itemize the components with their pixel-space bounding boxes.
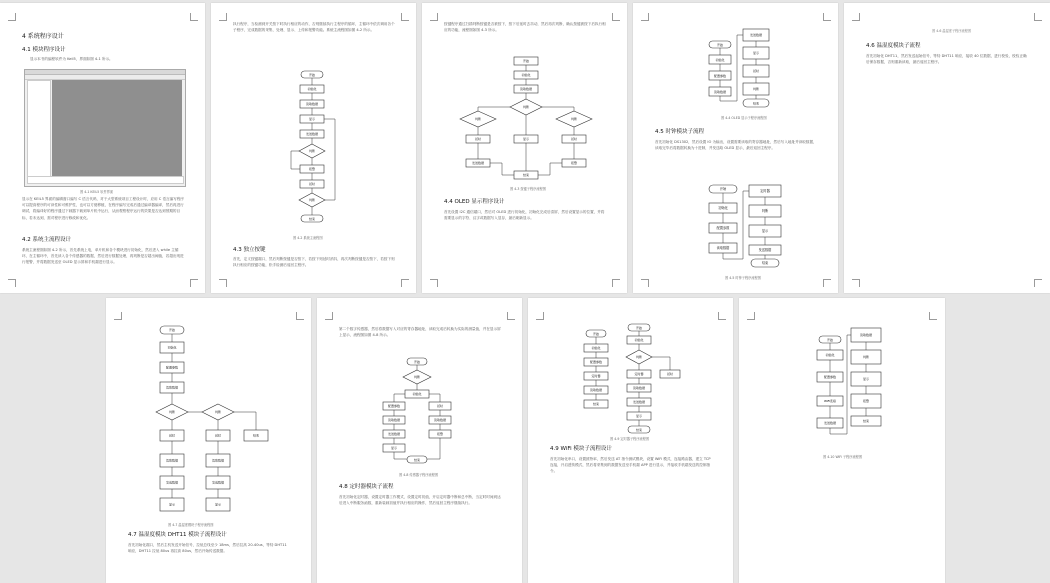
flow-node-start: 开始 (719, 187, 727, 192)
flow-node-init: 初始化 (634, 338, 644, 342)
flow-node-judge: 判断 (635, 355, 643, 359)
flow-node-display: 显示 (308, 117, 316, 121)
flow-node-judge: 判断 (752, 87, 760, 91)
paragraph: 执行程序，当检测到开关按下时执行相应的动作，否则继续执行主程序的循环，主循环中依次调用各个子程序，完成数据的采集、处理、显示、上传和报警功能。系统主流程图如图 4-2 所示。 (233, 22, 395, 33)
heading-section: 4.7 温湿度模块 DHT11 模块子流程设计 (128, 532, 227, 538)
flow-node-display: 显示 (522, 137, 530, 141)
flow-node-judge: 判断 (308, 149, 316, 153)
figure-caption: 图 4-10 WiFi 子程序流程图 (823, 455, 863, 459)
document-page-4 (633, 3, 838, 293)
flow-node-display: 显示 (390, 446, 398, 450)
flow-node-read: 读取数据 (632, 386, 646, 390)
flow-node-judge: 判断 (168, 410, 176, 414)
figure-caption: 图 4-7 温湿度模块子程序流程图 (168, 523, 214, 527)
flow-node-init: 初始化 (825, 353, 835, 357)
flow-node-alarm: 报警 (570, 161, 578, 165)
figure-caption: 图 4-2 系统主流程图 (293, 236, 323, 240)
flow-node-start: 开始 (635, 326, 643, 330)
document-page-2 (211, 3, 416, 293)
flow-node-start: 开始 (592, 332, 600, 336)
flow-node-delay: 延时 (752, 69, 760, 73)
flow-node-start: 开始 (413, 360, 421, 364)
flow-node-send: 发送数据 (632, 400, 646, 404)
flow-node-delay: 延时 (308, 182, 316, 186)
flow-node-send: 发送数据 (165, 480, 179, 485)
flow-node-init: 初始化 (412, 392, 422, 396)
document-page-1 (0, 3, 205, 293)
flow-node-end: 结束 (308, 217, 316, 222)
timer-flowchart (578, 322, 688, 438)
flow-node-read: 读取数据 (305, 102, 319, 106)
flow-node-judge: 判断 (413, 375, 421, 379)
paragraph: 系统主流程图如图 4-2 所示，首先系统上电，单片机和各个模块进行初始化，然后进入 while 主循环，在主循环中，首先读入各个传感器的数据，然后进行数据处理，再判断是否超出阈值，若超出则进行报警，并将数据发送至 OLED 显示屏和手机端进行显示。 (22, 248, 184, 265)
flow-node-config: 配置参数 (165, 365, 179, 370)
flow-node-read: 读取数据 (165, 458, 179, 463)
oled-flowchart (705, 27, 775, 111)
flow-node-alarm: 报警 (308, 167, 316, 171)
flow-node-display: 显示 (635, 414, 643, 418)
paragraph: 首先初始化 DHT11，然后发送起始信号，等待 DHT11 响应，接收 40 位数据，进行校验，校验正确后保存数据，否则重新读取，最后返回主程序。 (866, 54, 1027, 65)
flow-node-delay: 延时 (214, 433, 222, 438)
flow-node-send: 发送数据 (823, 421, 837, 425)
flow-node-display: 显示 (862, 377, 870, 381)
flow-node-send: 发送数据 (749, 33, 763, 37)
paragraph: 首先初始化端口，然后主机发送开始信号，拉低总线至少 18ms，然后拉高 20-40us，等待 DHT11 响应，DHT11 拉低 80us 再拉高 80us，然后开始传送数据。 (128, 543, 287, 554)
flow-node-end: 结束 (522, 173, 530, 177)
flow-node-read: 读取数据 (387, 418, 401, 422)
flow-node-read: 读取数据 (713, 90, 727, 94)
wifi-flowchart (815, 326, 885, 450)
document-page-3 (422, 3, 627, 293)
dht11-flowchart (146, 324, 276, 518)
paragraph: 按键程序通过扫描判断按键是否被按下，按下后延时去抖动，然后再次判断，确认按键被按下后执行相应的功能，流程图如图 4-3 所示。 (444, 22, 606, 33)
flow-node-end: 结束 (862, 419, 870, 423)
flow-node-read: 读取数据 (716, 246, 730, 250)
flow-node-delay: 延时 (474, 137, 482, 141)
flow-node-judge: 判断 (474, 117, 482, 121)
paragraph: 显示本书的编程软件为 Keil5，界面如图 4-1 所示。 (30, 57, 113, 61)
paragraph: 显示在 KEIL5 界面的编辑窗口编写 C 语言代码，对于大型系统项目工程设计时，应用 C 语言编写程序可以提高程序的可读性和可维护性，也可以方便移植，在程序编写完成后通过编译器编译，然后再进行调试，将编译好的程序通过下载器下载到单片机中运行，从而观察程序运行的效果是否达到预期的目标，若未达到，需对程序进行修改和优化。 (22, 197, 184, 220)
flow-node-read: 读取数据 (519, 87, 533, 91)
flow-node-init: 初始化 (715, 58, 725, 62)
flow-node-alarm: 报警 (862, 399, 870, 403)
flow-node-init: 初始化 (307, 87, 317, 91)
flow-node-init: 初始化 (521, 73, 531, 77)
flow-node-wifi: WiFi连接 (823, 399, 837, 403)
flow-node-end: 结束 (635, 428, 643, 432)
paragraph: 首先初始化 DS1302，然后设置 IO 为输出，设置需要读取的寄存器地址，然后写入地址并读取数据，读取完毕后将数据转换为十进制，并发送给 OLED 显示，最后返回主程序。 (655, 140, 817, 151)
heading-section: 4.5 时钟模块子流程 (655, 129, 704, 135)
document-page-6 (106, 298, 311, 583)
flow-node-init: 初始化 (591, 346, 601, 350)
flow-node-delay: 延时 (436, 404, 444, 408)
figure-caption: 图 4-5 时钟子程序流程图 (725, 276, 761, 280)
paragraph: 首先设置 I2C 通信端口，然后对 OLED 进行初始化，初始化完成后清屏，然后设置显示的位置，并将需要显示的字符、汉字或数据写入显存，最后刷新显示。 (444, 210, 605, 221)
flow-node-timer: 定时器 (591, 374, 601, 378)
heading-section: 4.4 OLED 显示程序设计 (444, 199, 505, 205)
flow-node-end: 结束 (592, 402, 600, 406)
key-flowchart (452, 55, 602, 183)
flow-node-read: 读取数据 (859, 333, 873, 337)
flow-node-end: 结束 (761, 261, 769, 266)
clock-flowchart (703, 183, 787, 273)
flow-node-start: 开始 (168, 328, 176, 333)
running-header: 图 4-6 温湿度子程序流程图 (932, 29, 972, 33)
flow-node-start: 开始 (522, 59, 530, 63)
paragraph: 第二个数字传感器，然后将数据写入对应的寄存器地址，读取完成后转换为实际的测量值，并在显示屏上显示，流程图如图 4-8 所示。 (339, 327, 501, 338)
flow-node-send: 发送数据 (471, 161, 485, 165)
flow-node-send: 发送数据 (387, 432, 401, 436)
flow-node-judge: 判断 (570, 117, 578, 121)
flow-node-end: 结束 (252, 433, 260, 438)
flow-node-display: 显示 (214, 502, 222, 507)
figure-caption: 图 4-3 按键子程序流程图 (510, 187, 546, 191)
flow-node-config: 配置参数 (589, 360, 603, 364)
flow-node-start: 开始 (826, 338, 834, 342)
paragraph: 首先，定义按键端口，然后判断按键是否按下，若按下则延时消抖，再次判断按键是否按下，若按下则执行相应的按键功能，松手检测后返回主程序。 (233, 257, 395, 268)
flow-node-read: 读取数据 (433, 418, 447, 422)
heading-chapter: 4 系统程序设计 (22, 33, 64, 40)
flow-node-config: 配置参数 (823, 375, 837, 379)
flow-node-judge: 判断 (862, 355, 870, 359)
flow-node-judge: 判断 (214, 410, 222, 414)
sensor-flowchart (379, 356, 459, 466)
flow-node-display: 显示 (761, 229, 769, 233)
flow-node-delay: 延时 (666, 372, 674, 376)
flow-node-display: 显示 (168, 502, 176, 507)
flow-node-config: 配置参数 (387, 404, 401, 408)
flow-node-read: 读取数据 (211, 458, 225, 463)
flow-node-end: 结束 (413, 458, 421, 462)
paragraph: 首先初始化定时器，设置定时器工作模式，设置定时初值，开启定时器中断和总中断，当定时时间到达后进入中断服务函数，重新装载初值并执行相应的操作，然后返回主程序继续执行。 (339, 495, 501, 506)
flow-node-read: 读取数据 (589, 388, 603, 392)
flow-node-display: 显示 (752, 51, 760, 55)
figure-caption: 图 4-9 定时器子程序流程图 (610, 437, 650, 441)
flow-node-delay: 延时 (570, 137, 578, 141)
flow-node-delay: 延时 (168, 433, 176, 438)
flow-node-judge: 判断 (308, 198, 316, 202)
document-page-9 (739, 298, 945, 583)
flow-node-start: 开始 (308, 73, 316, 78)
heading-section: 4.6 温湿度模块子流程 (866, 43, 921, 49)
flow-node-start: 开始 (716, 43, 724, 47)
document-page-7 (317, 298, 522, 583)
heading-section: 4.3 独立按键 (233, 247, 266, 253)
flow-node-send: 发送数据 (211, 480, 225, 485)
main-flowchart (283, 69, 343, 231)
figure-caption: 图 4-1 KEIL5 软件界面 (80, 190, 114, 194)
figure-caption: 图 4-4 OLED 显示子程序流程图 (721, 116, 767, 120)
flow-node-send: 发送数据 (758, 248, 772, 252)
paragraph: 首先初始化串口，设置波特率，然后发送 AT 指令测试模块，设置 WiFi 模式，连接路由器，建立 TCP 连接，开启透传模式，然后将采集到的数据发送至手机端 APP 进行显示，并接收手机端发送的控制指令。 (550, 457, 711, 474)
flow-node-config: 配置参数 (713, 74, 727, 78)
flow-node-end: 结束 (752, 101, 760, 106)
flow-node-config: 配置参数 (716, 226, 730, 230)
flow-node-alarm: 报警 (436, 432, 444, 436)
heading-section: 4.2 系统主流程设计 (22, 237, 71, 243)
figure-caption: 图 4-8 传感器子程序流程图 (399, 473, 439, 477)
heading-section: 4.8 定时器模块子流程 (339, 484, 394, 490)
heading-section: 4.9 WiFi 模块子流程设计 (550, 446, 612, 452)
flow-node-timer: 定时器 (760, 189, 770, 193)
flow-node-timer: 定时器 (634, 372, 644, 376)
flow-node-send: 发送数据 (305, 132, 319, 136)
flow-node-init: 初始化 (167, 345, 177, 350)
document-page-8 (528, 298, 733, 583)
document-page-5 (844, 3, 1050, 293)
keil-screenshot-figure (24, 69, 186, 187)
heading-section: 4.1 模块程序设计 (22, 47, 66, 53)
flow-node-read: 读取数据 (165, 385, 179, 390)
flow-node-init: 初始化 (718, 206, 728, 210)
flow-node-judge: 判断 (522, 105, 530, 109)
flow-node-judge: 判断 (761, 209, 769, 213)
